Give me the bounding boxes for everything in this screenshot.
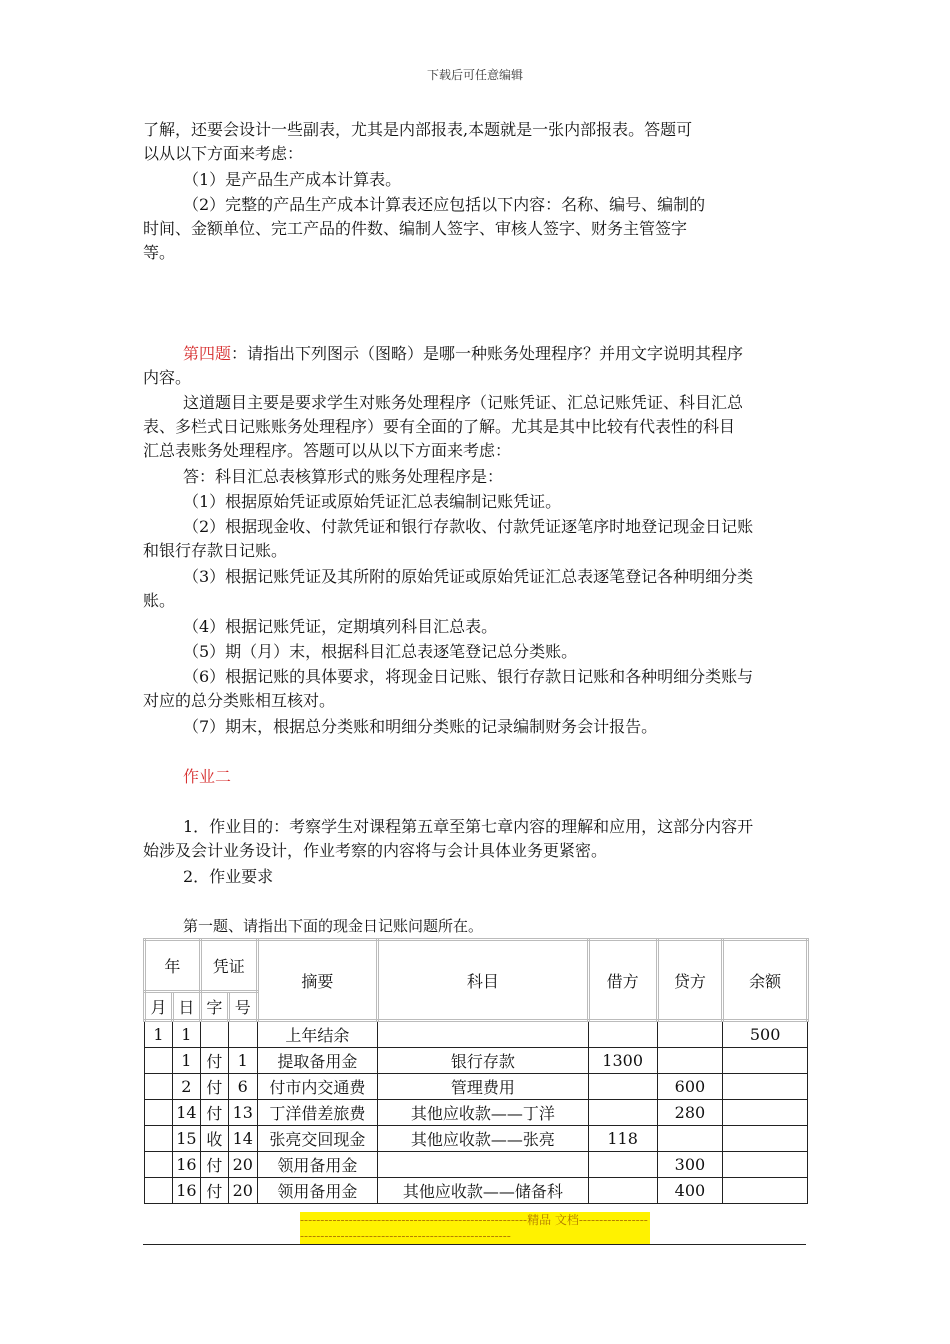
list-item: （4）根据记账凭证，定期填列科目汇总表。 <box>183 617 498 636</box>
table-row <box>145 1126 808 1152</box>
cell-account: 管理费用 <box>378 1074 589 1100</box>
list-item: （3）根据记账凭证及其所附的原始凭证或原始凭证汇总表逐笔登记各种明细分类 <box>183 567 754 586</box>
cell-month <box>145 1152 173 1178</box>
paragraph-line: 以从以下方面来考虑： <box>143 144 304 163</box>
cell-balance <box>723 1126 808 1152</box>
cell-account: 其他应收款——丁洋 <box>378 1100 589 1126</box>
table-row <box>145 1074 808 1100</box>
header-voucher: 凭证 <box>200 940 257 992</box>
footer-divider <box>143 1244 806 1245</box>
cell-number: 13 <box>228 1100 257 1126</box>
header-credit: 贷方 <box>657 940 723 1021</box>
header-type: 字 <box>200 992 228 1021</box>
cell-credit: 280 <box>657 1100 723 1126</box>
table-row <box>145 1021 808 1048</box>
cell-number: 20 <box>228 1152 257 1178</box>
cell-summary: 上年结余 <box>257 1021 377 1048</box>
paragraph-line: 汇总表账务处理程序。答题可以从以下方面来考虑： <box>143 441 512 460</box>
header-balance: 余额 <box>723 940 808 1021</box>
question-text: ：请指出下列图示（图略）是哪一种账务处理程序？并用文字说明其程序 <box>231 344 744 363</box>
cell-debit <box>588 1178 657 1204</box>
question-line: 第一题、请指出下面的现金日记账问题所在。 <box>183 917 484 935</box>
header-debit: 借方 <box>588 940 657 1021</box>
list-item: （6）根据记账的具体要求，将现金日记账、银行存款日记账和各种明细分类账与 <box>183 667 754 686</box>
cell-number: 20 <box>228 1178 257 1204</box>
cell-type <box>200 1021 228 1048</box>
paragraph-line: 2．作业要求 <box>183 867 274 886</box>
cell-day: 16 <box>172 1178 200 1204</box>
list-item: （2）完整的产品生产成本计算表还应包括以下内容：名称、编号、编制的 <box>183 195 706 214</box>
cell-credit: 600 <box>657 1074 723 1100</box>
cell-type: 付 <box>200 1048 228 1074</box>
cell-balance <box>723 1100 808 1126</box>
cell-day: 1 <box>172 1021 200 1048</box>
list-item: （7）期末，根据总分类账和明细分类账的记录编制财务会计报告。 <box>183 717 658 736</box>
list-item: （2）根据现金收、付款凭证和银行存款收、付款凭证逐笔序时地登记现金日记账 <box>183 517 754 536</box>
paragraph-line: 内容。 <box>143 368 192 387</box>
table-row <box>145 1152 808 1178</box>
list-item: （1）是产品生产成本计算表。 <box>183 170 402 189</box>
cell-type: 付 <box>200 1074 228 1100</box>
header-month: 月 <box>145 992 173 1021</box>
cell-account: 其他应收款——储备科 <box>378 1178 589 1204</box>
cell-credit: 400 <box>657 1178 723 1204</box>
paragraph-line: 表、多栏式日记账账务处理程序）要有全面的了解。尤其是其中比较有代表性的科目 <box>143 417 736 436</box>
cell-summary: 领用备用金 <box>257 1152 377 1178</box>
cell-type: 付 <box>200 1100 228 1126</box>
paragraph-line: 了解，还要会设计一些副表，尤其是内部报表,本题就是一张内部报表。答题可 <box>143 120 693 139</box>
cell-account: 银行存款 <box>378 1048 589 1074</box>
table-row <box>145 1048 808 1074</box>
footer-watermark: --------------------------------------------------------精品 文档--------------------------------------------------------------------- <box>300 1212 650 1244</box>
page-header-note: 下载后可任意编辑 <box>426 68 523 82</box>
cell-summary: 领用备用金 <box>257 1178 377 1204</box>
paragraph-line: 答：科目汇总表核算形式的账务处理程序是： <box>183 467 504 486</box>
cell-debit <box>588 1074 657 1100</box>
section-title: 作业二 <box>183 767 232 786</box>
paragraph-line: 1．作业目的：考察学生对课程第五章至第七章内容的理解和应用，这部分内容开 <box>183 817 754 836</box>
cell-number <box>228 1021 257 1048</box>
list-item: （1）根据原始凭证或原始凭证汇总表编制记账凭证。 <box>183 492 562 511</box>
cell-debit: 1300 <box>588 1048 657 1074</box>
paragraph-line: 这道题目主要是要求学生对账务处理程序（记账凭证、汇总记账凭证、科目汇总 <box>183 393 744 412</box>
cell-credit: 300 <box>657 1152 723 1178</box>
cell-summary: 张亮交回现金 <box>257 1126 377 1152</box>
cell-account <box>378 1021 589 1048</box>
cell-month <box>145 1178 173 1204</box>
paragraph-line: 和银行存款日记账。 <box>143 541 288 560</box>
cell-balance: 500 <box>723 1021 808 1048</box>
paragraph-line: 等。 <box>143 243 176 262</box>
table-row <box>145 1178 808 1204</box>
header-account: 科目 <box>378 940 589 1021</box>
header-year: 年 <box>145 940 201 992</box>
paragraph-line: 时间、金额单位、完工产品的件数、编制人签字、审核人签字、财务主管签字 <box>143 219 688 238</box>
cell-month <box>145 1074 173 1100</box>
cell-credit <box>657 1126 723 1152</box>
cell-balance <box>723 1178 808 1204</box>
table-row <box>145 1100 808 1126</box>
cell-month <box>145 1126 173 1152</box>
cell-balance <box>723 1048 808 1074</box>
cell-account: 其他应收款——张亮 <box>378 1126 589 1152</box>
cell-type: 收 <box>200 1126 228 1152</box>
cell-day: 16 <box>172 1152 200 1178</box>
list-item: （5）期（月）末，根据科目汇总表逐笔登记总分类账。 <box>183 642 578 661</box>
cell-account <box>378 1152 589 1178</box>
cell-number: 14 <box>228 1126 257 1152</box>
header-number: 号 <box>228 992 257 1021</box>
paragraph-line: 始涉及会计业务设计，作业考察的内容将与会计具体业务更紧密。 <box>143 841 608 860</box>
question-title <box>183 342 808 366</box>
header-summary: 摘要 <box>257 940 377 1021</box>
cell-debit <box>588 1021 657 1048</box>
cell-number: 1 <box>228 1048 257 1074</box>
cell-credit <box>657 1048 723 1074</box>
cell-debit <box>588 1100 657 1126</box>
paragraph-line: 账。 <box>143 591 176 610</box>
cell-day: 14 <box>172 1100 200 1126</box>
cell-credit <box>657 1021 723 1048</box>
paragraph-line: 对应的总分类账相互核对。 <box>143 691 336 710</box>
cell-month: 1 <box>145 1021 173 1048</box>
cell-day: 15 <box>172 1126 200 1152</box>
cell-number: 6 <box>228 1074 257 1100</box>
question-label: 第四题 <box>183 344 232 363</box>
cell-day: 2 <box>172 1074 200 1100</box>
cell-balance <box>723 1152 808 1178</box>
cell-balance <box>723 1074 808 1100</box>
cell-month <box>145 1048 173 1074</box>
cell-day: 1 <box>172 1048 200 1074</box>
header-day: 日 <box>172 992 200 1021</box>
cell-type: 付 <box>200 1178 228 1204</box>
cell-summary: 付市内交通费 <box>257 1074 377 1100</box>
cell-debit: 118 <box>588 1126 657 1152</box>
cash-journal-table <box>143 938 809 1204</box>
cell-summary: 提取备用金 <box>257 1048 377 1074</box>
cell-debit <box>588 1152 657 1178</box>
cell-type: 付 <box>200 1152 228 1178</box>
cell-summary: 丁洋借差旅费 <box>257 1100 377 1126</box>
cell-month <box>145 1100 173 1126</box>
